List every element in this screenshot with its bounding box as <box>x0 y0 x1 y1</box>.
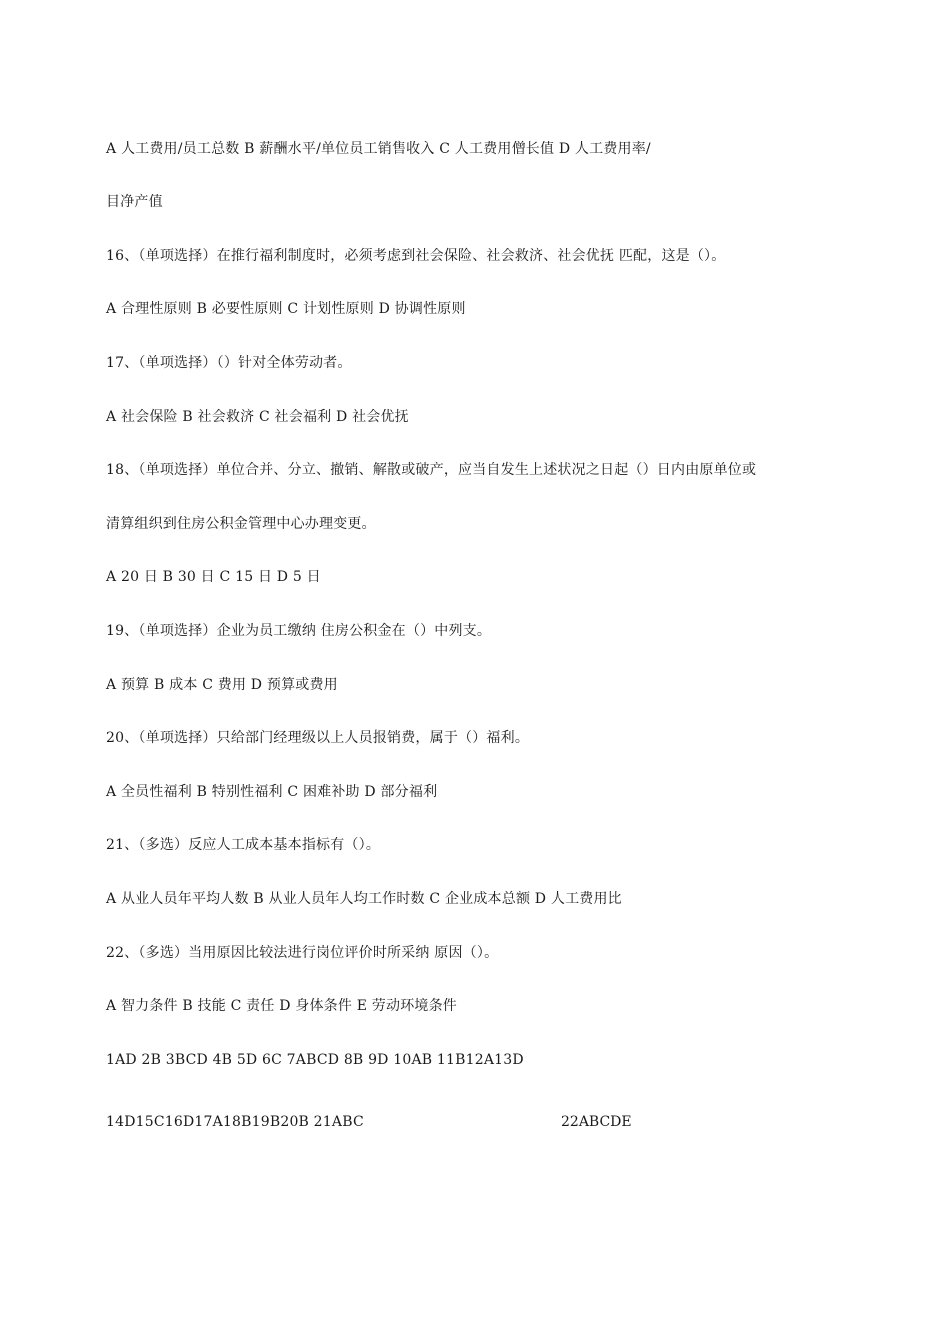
question-19: 19、（单项选择）企业为员工缴纳 住房公积金在（）中列支。 <box>106 623 492 639</box>
question-17: 17、（单项选择）（）针对全体劳动者。 <box>106 355 352 371</box>
question-16: 16、（单项选择）在推行福利制度时，必须考虑到社会保险、社会救济、社会优抚 匹配，这是（）。 <box>106 248 726 264</box>
option-line-16: A 合理性原则 B 必要性原则 C 计划性原则 D 协调性原则 <box>106 301 466 317</box>
option-line-15-cont: 目净产值 <box>106 194 163 210</box>
question-18: 18、（单项选择）单位合并、分立、撤销、解散或破产，应当自发生上述状况之日起（）日内由原单位或 <box>106 462 757 478</box>
question-22: 22、（多选）当用原因比较法进行岗位评价时所采纳 原因（）。 <box>106 945 499 961</box>
question-18-cont: 清算组织到住房公积金管理中心办理变更。 <box>106 516 376 532</box>
option-line-15: A 人工费用/员工总数 B 薪酬水平/单位员工销售收入 C 人工费用僧长值 D 人工费用率/ <box>106 141 651 157</box>
option-line-22: A 智力条件 B 技能 C 责任 D 身体条件 E 劳动环境条件 <box>106 998 458 1014</box>
answer-key-line-2: 14D15C16D17A18B19B20B 21ABC <box>106 1114 364 1130</box>
question-21: 21、（多选）反应人工成本基本指标有（）。 <box>106 837 381 853</box>
question-20: 20、（单项选择）只给部门经理级以上人员报销费，属于（）福利。 <box>106 730 530 746</box>
answer-key-line-1: 1AD 2B 3BCD 4B 5D 6C 7ABCD 8B 9D 10AB 11B12A13D <box>106 1052 524 1068</box>
option-line-19: A 预算 B 成本 C 费用 D 预算或费用 <box>106 677 338 693</box>
answer-key-tail: 22ABCDE <box>561 1114 632 1130</box>
option-line-20: A 全员性福利 B 特别性福利 C 困难补助 D 部分福利 <box>106 784 438 800</box>
option-line-17: A 社会保险 B 社会救济 C 社会福利 D 社会优抚 <box>106 409 409 425</box>
option-line-18: A 20 日 B 30 日 C 15 日 D 5 日 <box>106 569 321 585</box>
option-line-21: A 从业人员年平均人数 B 从业人员年人均工作时数 C 企业成本总额 D 人工费用比 <box>106 891 622 907</box>
